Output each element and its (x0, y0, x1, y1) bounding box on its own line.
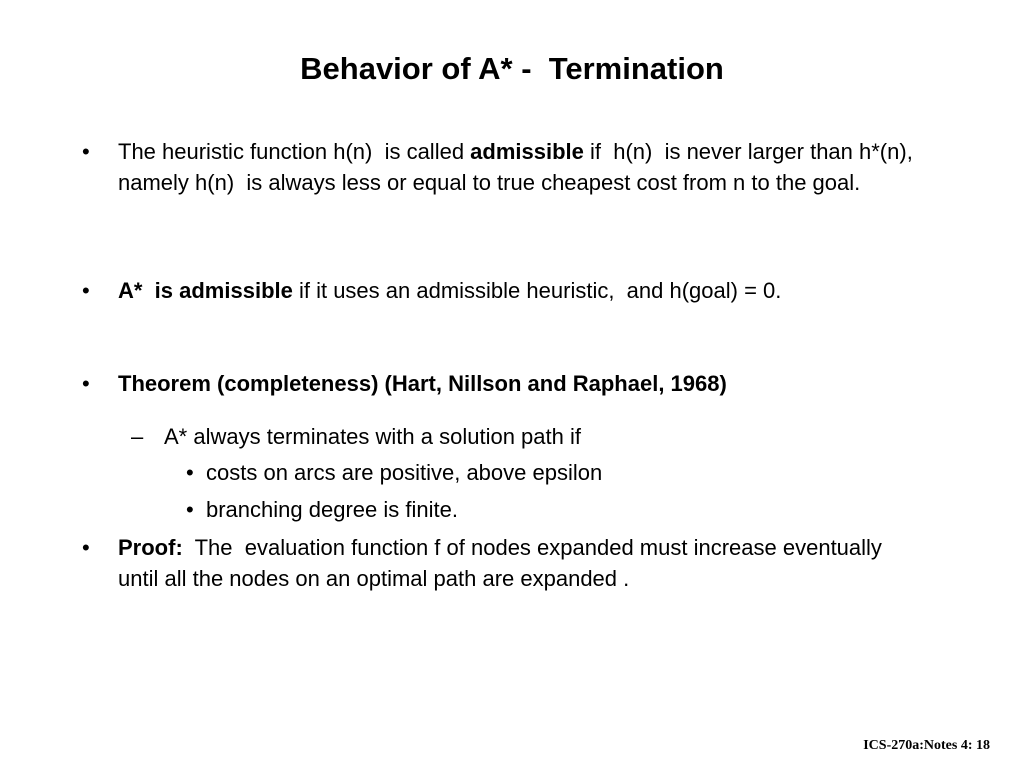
sub-sub-bullet-marker: • (186, 460, 194, 485)
bullet-astar-admissible (82, 275, 978, 306)
bullet-theorem (82, 368, 978, 399)
bullet-text (118, 371, 727, 396)
bullet-admissible-definition (82, 136, 928, 198)
sub-bullet-text: A* always terminates with a solution path if (164, 424, 581, 449)
bullet-marker: • (82, 278, 90, 303)
bullet-text-bold: Proof: (118, 535, 183, 560)
sub-sub-bullet-text: costs on arcs are positive, above epsilon (206, 460, 603, 485)
sub-bullet-marker: – (131, 424, 144, 449)
sub-sub-bullet-marker: • (186, 497, 194, 522)
bullet-marker: • (82, 371, 90, 396)
bullet-text-part: The heuristic function h(n) is called (118, 139, 471, 164)
bullet-text-part: if h(n) is never larger than h*(n), namely h(n) is always less or equal to true cheapest cost from n to the goal. (118, 139, 919, 195)
sub-bullet-terminates (131, 421, 964, 452)
sub-sub-bullet-branching (186, 494, 966, 525)
bullet-text-bold: A* is admissible (118, 278, 293, 303)
bullet-text (118, 535, 888, 591)
slide-footer: ICS-270a:Notes 4: 18 (863, 738, 990, 753)
sub-sub-bullet-costs (186, 457, 966, 488)
slide-title: Behavior of A* - Termination (300, 51, 724, 86)
sub-sub-bullet-text: branching degree is finite. (206, 497, 458, 522)
bullet-text-bold: Theorem (completeness) (Hart, Nillson and Raphael, 1968) (118, 371, 727, 396)
bullet-text (118, 139, 919, 195)
bullet-marker: • (82, 535, 90, 560)
bullet-marker: • (82, 139, 90, 164)
bullet-text-part: The evaluation function f of nodes expanded must increase eventually until all the nodes on an optimal path are expanded . (118, 535, 889, 591)
bullet-text (118, 278, 781, 303)
bullet-text-bold: admissible (470, 139, 584, 164)
bullet-proof (82, 532, 908, 594)
bullet-text-part: if it uses an admissible heuristic, and h(goal) = 0. (292, 278, 782, 303)
